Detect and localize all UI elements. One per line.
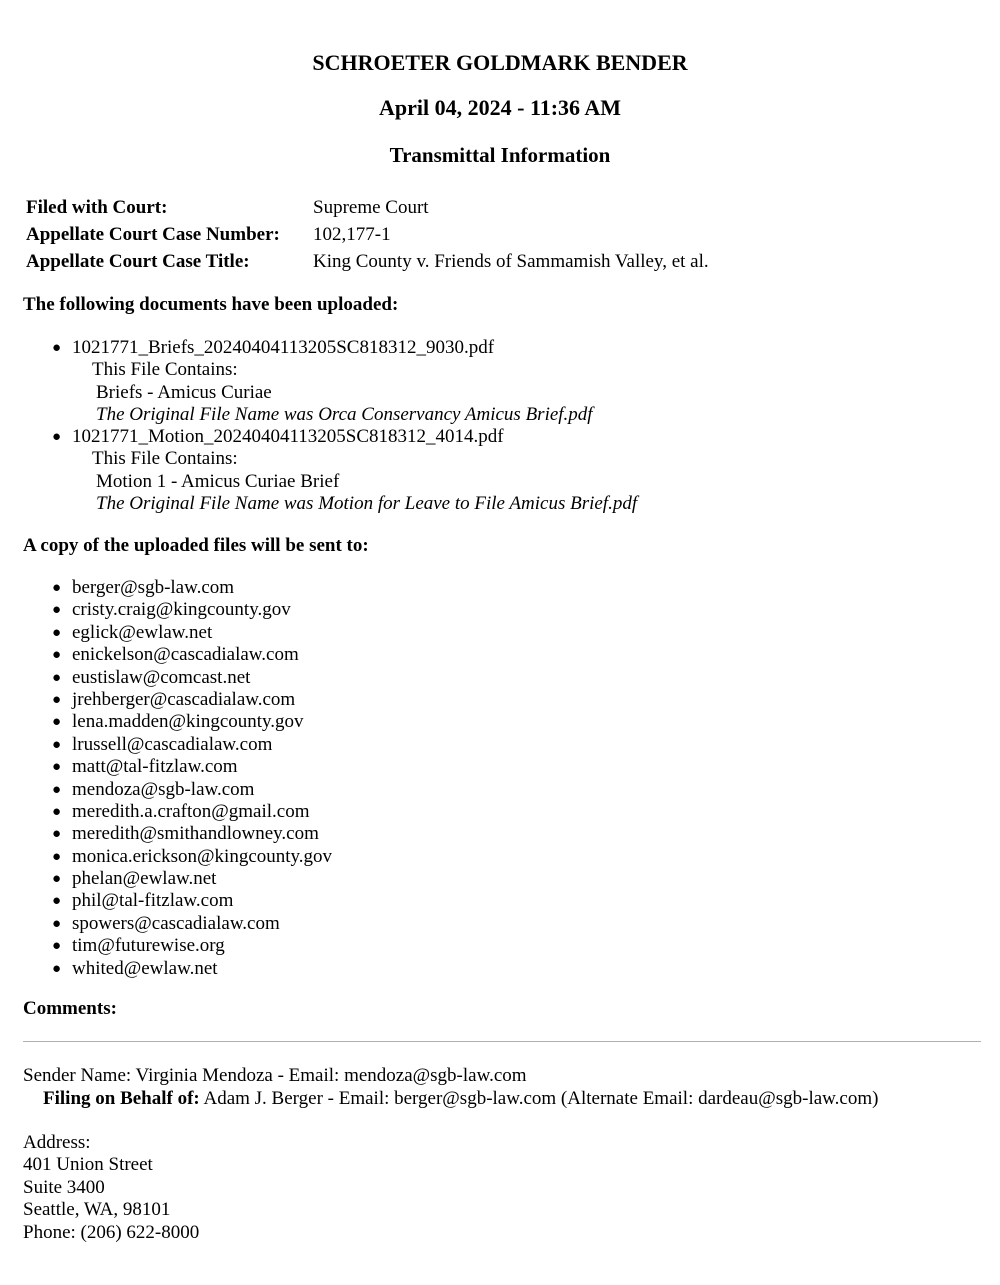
filing-datetime: April 04, 2024 - 11:36 AM xyxy=(379,95,621,120)
info-value: King County v. Friends of Sammamish Valley, et al. xyxy=(313,251,709,272)
bullet-icon: ● xyxy=(52,429,62,446)
recipients-heading: A copy of the uploaded files will be sent to: xyxy=(23,535,369,556)
recipient-email xyxy=(52,868,332,890)
email-text: eglick@ewlaw.net xyxy=(72,621,213,643)
bullet-icon: ● xyxy=(52,669,62,686)
case-info-table xyxy=(26,194,709,275)
list-item xyxy=(52,337,637,426)
email-text: whited@ewlaw.net xyxy=(72,957,218,979)
contains-label: This File Contains: xyxy=(92,448,238,470)
filing-text: Adam J. Berger - Email: berger@sgb-law.com (Alternate Email: dardeau@sgb-law.com) xyxy=(199,1088,879,1109)
recipients-list xyxy=(52,577,333,980)
bullet-icon: ● xyxy=(52,714,62,731)
list-item xyxy=(52,426,638,515)
address-line: Seattle, WA, 98101 xyxy=(23,1199,171,1221)
email-text: lena.madden@kingcounty.gov xyxy=(72,711,304,733)
recipient-email xyxy=(52,890,332,912)
info-label: Appellate Court Case Number: xyxy=(26,224,280,245)
email-text: lrussell@cascadialaw.com xyxy=(72,733,273,755)
recipient-email xyxy=(52,912,332,935)
recipient-email xyxy=(52,666,332,689)
recipient-email xyxy=(52,756,332,778)
email-text: tim@futurewise.org xyxy=(72,935,225,957)
email-text: mendoza@sgb-law.com xyxy=(72,778,255,800)
email-text: meredith@smithandlowney.com xyxy=(72,823,319,845)
recipient-email xyxy=(52,644,332,666)
email-text: phelan@ewlaw.net xyxy=(72,868,217,890)
recipient-email xyxy=(52,577,332,599)
info-label: Filed with Court: xyxy=(26,197,168,218)
bullet-icon: ● xyxy=(52,871,62,888)
bullet-icon: ● xyxy=(52,340,62,356)
recipient-email xyxy=(52,823,332,845)
document-type: Motion 1 - Amicus Curiae Brief xyxy=(96,470,340,492)
bullet-icon: ● xyxy=(52,803,62,820)
firm-name: SCHROETER GOLDMARK BENDER xyxy=(312,50,688,75)
bullet-icon: ● xyxy=(52,580,62,596)
email-text: spowers@cascadialaw.com xyxy=(72,912,280,934)
recipient-email xyxy=(52,845,333,868)
recipient-email xyxy=(52,733,332,756)
bullet-icon: ● xyxy=(52,938,62,955)
recipient-email xyxy=(52,711,332,733)
document-filename: 1021771_Briefs_20240404113205SC818312_9030.pdf xyxy=(72,337,495,358)
sender-line: Sender Name: Virginia Mendoza - Email: mendoza@sgb-law.com xyxy=(23,1065,527,1086)
recipient-email xyxy=(52,800,332,823)
bullet-icon: ● xyxy=(52,848,62,865)
bullet-icon: ● xyxy=(52,826,62,843)
bullet-icon: ● xyxy=(52,960,62,977)
bullet-icon: ● xyxy=(52,781,62,798)
email-text: jrehberger@cascadialaw.com xyxy=(72,688,296,710)
phone-line: Phone: (206) 622-8000 xyxy=(23,1221,200,1243)
info-row-case-title xyxy=(26,248,709,275)
documents-heading: The following documents have been uploaded: xyxy=(23,294,399,315)
email-text: monica.erickson@kingcounty.gov xyxy=(72,845,333,867)
page-title: Transmittal Information xyxy=(389,143,611,167)
recipient-email xyxy=(52,688,332,711)
original-filename: The Original File Name was Motion for Leave to File Amicus Brief.pdf xyxy=(96,493,638,515)
address-label: Address: xyxy=(23,1132,91,1153)
divider xyxy=(23,1041,981,1042)
info-row-case-number xyxy=(26,221,709,248)
original-filename: The Original File Name was Orca Conservancy Amicus Brief.pdf xyxy=(96,403,593,425)
recipient-email xyxy=(52,957,332,980)
bullet-icon: ● xyxy=(52,624,62,641)
address-block xyxy=(23,1132,199,1244)
address-line: Suite 3400 xyxy=(23,1176,105,1198)
document-filename: 1021771_Motion_20240404113205SC818312_4014.pdf xyxy=(72,426,504,448)
document-type: Briefs - Amicus Curiae xyxy=(96,381,272,403)
email-text: meredith.a.crafton@gmail.com xyxy=(72,800,310,822)
recipient-email xyxy=(52,778,332,801)
bullet-icon: ● xyxy=(52,691,62,708)
bullet-icon: ● xyxy=(52,602,62,619)
bullet-icon: ● xyxy=(52,915,62,932)
filing-on-behalf xyxy=(43,1087,878,1110)
email-text: eustislaw@comcast.net xyxy=(72,666,251,688)
recipient-email xyxy=(52,621,332,644)
email-text: cristy.craig@kingcounty.gov xyxy=(72,599,291,621)
email-text: berger@sgb-law.com xyxy=(72,577,235,598)
address-line: 401 Union Street xyxy=(23,1154,153,1176)
recipient-email xyxy=(52,935,332,957)
filing-label: Filing on Behalf of: xyxy=(43,1088,200,1109)
uploaded-documents-list xyxy=(52,337,638,515)
email-text: matt@tal-fitzlaw.com xyxy=(72,756,238,778)
bullet-icon: ● xyxy=(52,893,62,910)
recipient-email xyxy=(52,599,332,621)
info-value: Supreme Court xyxy=(313,197,429,218)
email-text: phil@tal-fitzlaw.com xyxy=(72,890,234,912)
info-label: Appellate Court Case Title: xyxy=(26,251,250,272)
bullet-icon: ● xyxy=(52,647,62,664)
info-row-court xyxy=(26,194,709,221)
bullet-icon: ● xyxy=(52,759,62,776)
contains-label: This File Contains: xyxy=(92,359,238,381)
bullet-icon: ● xyxy=(52,736,62,753)
email-text: enickelson@cascadialaw.com xyxy=(72,644,299,666)
comments-heading: Comments: xyxy=(23,998,117,1019)
info-value: 102,177-1 xyxy=(313,224,391,245)
